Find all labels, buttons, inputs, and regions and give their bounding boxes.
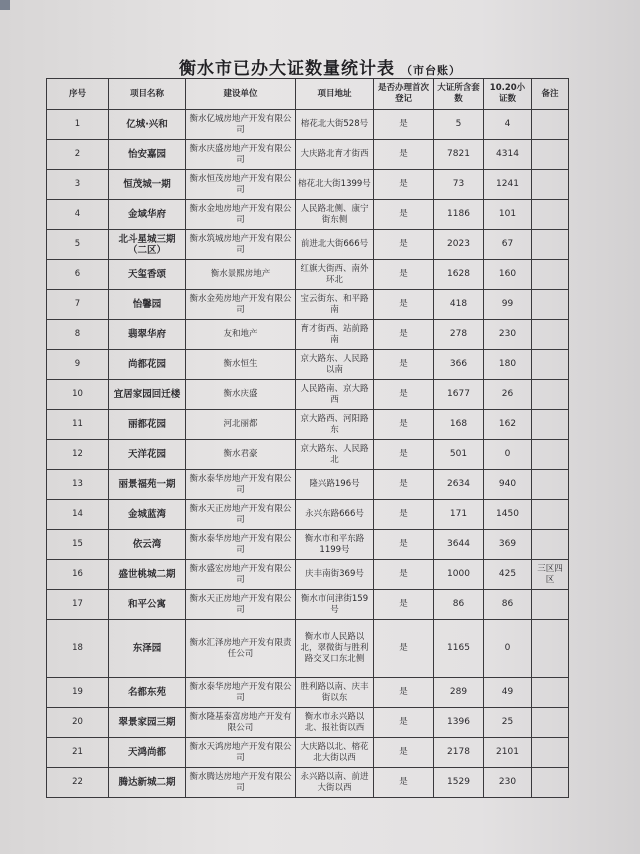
note-cell — [532, 678, 569, 708]
certificate-count-cell: 425 — [484, 560, 532, 590]
project-address-cell: 前进北大街666号 — [296, 230, 374, 260]
registration-status-cell: 是 — [374, 560, 434, 590]
certificate-count-cell: 99 — [484, 290, 532, 320]
builder-name-cell: 衡水隆基泰富房地产开发有限公司 — [186, 708, 296, 738]
project-name-cell: 依云湾 — [109, 530, 186, 560]
builder-name-cell: 衡水泰华房地产开发有限公司 — [186, 530, 296, 560]
project-name-cell: 恒茂城一期 — [109, 170, 186, 200]
certificate-count-cell: 180 — [484, 350, 532, 380]
row-number-cell: 13 — [47, 470, 109, 500]
certificate-count-cell: 369 — [484, 530, 532, 560]
table-row — [47, 140, 569, 170]
builder-name-cell: 衡水亿城房地产开发有限公司 — [186, 110, 296, 140]
registration-status-cell: 是 — [374, 708, 434, 738]
header-cell: 项目名称 — [109, 79, 186, 110]
registration-status-cell: 是 — [374, 380, 434, 410]
unit-count-cell: 86 — [434, 590, 484, 620]
project-address-cell: 永兴路以南、前进大街以西 — [296, 768, 374, 798]
project-address-cell: 衡水市永兴路以北、报社街以西 — [296, 708, 374, 738]
row-number-cell: 1 — [47, 110, 109, 140]
project-address-cell: 大庆路以北、榕花北大街以西 — [296, 738, 374, 768]
header-row — [47, 79, 569, 110]
registration-status-cell: 是 — [374, 320, 434, 350]
registration-status-cell: 是 — [374, 170, 434, 200]
unit-count-cell: 501 — [434, 440, 484, 470]
unit-count-cell: 1186 — [434, 200, 484, 230]
builder-name-cell: 衡水天正房地产开发有限公司 — [186, 590, 296, 620]
project-name-cell: 天鸿尚都 — [109, 738, 186, 768]
registration-status-cell: 是 — [374, 350, 434, 380]
table-row — [47, 440, 569, 470]
note-cell — [532, 380, 569, 410]
unit-count-cell: 1000 — [434, 560, 484, 590]
row-number-cell: 8 — [47, 320, 109, 350]
project-name-cell: 丽景福苑一期 — [109, 470, 186, 500]
certificate-count-cell: 162 — [484, 410, 532, 440]
project-address-cell: 育才街西、站前路南 — [296, 320, 374, 350]
certificate-count-cell: 160 — [484, 260, 532, 290]
builder-name-cell: 衡水君豪 — [186, 440, 296, 470]
builder-name-cell: 衡水庆盛房地产开发有限公司 — [186, 140, 296, 170]
registration-status-cell: 是 — [374, 500, 434, 530]
table-row — [47, 620, 569, 678]
note-cell — [532, 170, 569, 200]
unit-count-cell: 168 — [434, 410, 484, 440]
builder-name-cell: 衡水天鸿房地产开发有限公司 — [186, 738, 296, 768]
row-number-cell: 5 — [47, 230, 109, 260]
unit-count-cell: 289 — [434, 678, 484, 708]
note-cell — [532, 500, 569, 530]
title-text: 衡水市已办大证数量统计表 — [179, 59, 395, 79]
project-address-cell: 红旗大街西、南外环北 — [296, 260, 374, 290]
project-name-cell: 尚都花园 — [109, 350, 186, 380]
project-address-cell: 庆丰南街369号 — [296, 560, 374, 590]
unit-count-cell: 1628 — [434, 260, 484, 290]
row-number-cell: 18 — [47, 620, 109, 678]
header-cell: 10.20小证数 — [484, 79, 532, 110]
certificate-count-cell: 230 — [484, 320, 532, 350]
table-row — [47, 260, 569, 290]
project-name-cell: 丽都花园 — [109, 410, 186, 440]
note-cell — [532, 320, 569, 350]
unit-count-cell: 1677 — [434, 380, 484, 410]
row-number-cell: 4 — [47, 200, 109, 230]
table-row — [47, 380, 569, 410]
note-cell — [532, 590, 569, 620]
registration-status-cell: 是 — [374, 768, 434, 798]
table-row — [47, 230, 569, 260]
project-name-cell: 名都东苑 — [109, 678, 186, 708]
table-row — [47, 290, 569, 320]
project-address-cell: 京大路西、河阳路东 — [296, 410, 374, 440]
table-row — [47, 350, 569, 380]
table-row — [47, 470, 569, 500]
table-row — [47, 530, 569, 560]
project-name-cell: 腾达新城二期 — [109, 768, 186, 798]
certificate-count-cell: 0 — [484, 620, 532, 678]
certificate-count-cell: 4314 — [484, 140, 532, 170]
row-number-cell: 6 — [47, 260, 109, 290]
project-name-cell: 北斗星城三期（二区） — [109, 230, 186, 260]
note-cell — [532, 620, 569, 678]
corner-mark — [0, 0, 10, 10]
row-number-cell: 21 — [47, 738, 109, 768]
header-cell: 是否办理首次登记 — [374, 79, 434, 110]
table-row — [47, 678, 569, 708]
page-title — [0, 54, 640, 79]
project-address-cell: 京大路东、人民路北 — [296, 440, 374, 470]
builder-name-cell: 衡水恒生 — [186, 350, 296, 380]
table-row — [47, 320, 569, 350]
certificate-count-cell: 4 — [484, 110, 532, 140]
row-number-cell: 11 — [47, 410, 109, 440]
registration-status-cell: 是 — [374, 590, 434, 620]
unit-count-cell: 3644 — [434, 530, 484, 560]
project-name-cell: 和平公寓 — [109, 590, 186, 620]
unit-count-cell: 366 — [434, 350, 484, 380]
unit-count-cell: 171 — [434, 500, 484, 530]
registration-status-cell: 是 — [374, 620, 434, 678]
note-cell — [532, 230, 569, 260]
note-cell — [532, 738, 569, 768]
header-cell: 序号 — [47, 79, 109, 110]
row-number-cell: 3 — [47, 170, 109, 200]
note-cell — [532, 708, 569, 738]
registration-status-cell: 是 — [374, 470, 434, 500]
certificate-count-cell: 1241 — [484, 170, 532, 200]
certificate-count-cell: 67 — [484, 230, 532, 260]
certificate-count-cell: 26 — [484, 380, 532, 410]
registration-status-cell: 是 — [374, 290, 434, 320]
table-row — [47, 410, 569, 440]
registration-status-cell: 是 — [374, 110, 434, 140]
note-cell: 三区四区 — [532, 560, 569, 590]
registration-status-cell: 是 — [374, 260, 434, 290]
note-cell — [532, 530, 569, 560]
note-cell — [532, 350, 569, 380]
note-cell — [532, 470, 569, 500]
header-cell: 备注 — [532, 79, 569, 110]
project-address-cell: 胜利路以南、庆丰街以东 — [296, 678, 374, 708]
row-number-cell: 22 — [47, 768, 109, 798]
registration-status-cell: 是 — [374, 440, 434, 470]
registration-status-cell: 是 — [374, 200, 434, 230]
row-number-cell: 15 — [47, 530, 109, 560]
project-name-cell: 天玺香颂 — [109, 260, 186, 290]
project-name-cell: 东泽园 — [109, 620, 186, 678]
project-name-cell: 盛世桃城二期 — [109, 560, 186, 590]
table-row — [47, 500, 569, 530]
row-number-cell: 7 — [47, 290, 109, 320]
row-number-cell: 19 — [47, 678, 109, 708]
unit-count-cell: 418 — [434, 290, 484, 320]
builder-name-cell: 衡水景熙房地产 — [186, 260, 296, 290]
unit-count-cell: 1529 — [434, 768, 484, 798]
statistics-table — [46, 78, 569, 798]
table-row — [47, 768, 569, 798]
table-row — [47, 590, 569, 620]
row-number-cell: 9 — [47, 350, 109, 380]
builder-name-cell: 衡水庆盛 — [186, 380, 296, 410]
registration-status-cell: 是 — [374, 530, 434, 560]
project-name-cell: 宜居家园回迁楼 — [109, 380, 186, 410]
note-cell — [532, 260, 569, 290]
project-address-cell: 隆兴路196号 — [296, 470, 374, 500]
builder-name-cell: 衡水汇泽房地产开发有限责任公司 — [186, 620, 296, 678]
builder-name-cell: 衡水泰华房地产开发有限公司 — [186, 678, 296, 708]
project-address-cell: 大庆路北育才街西 — [296, 140, 374, 170]
unit-count-cell: 7821 — [434, 140, 484, 170]
table-row — [47, 200, 569, 230]
project-name-cell: 金城蓝湾 — [109, 500, 186, 530]
builder-name-cell: 衡水筑城房地产开发有限公司 — [186, 230, 296, 260]
builder-name-cell: 衡水泰华房地产开发有限公司 — [186, 470, 296, 500]
note-cell — [532, 200, 569, 230]
certificate-count-cell: 101 — [484, 200, 532, 230]
row-number-cell: 10 — [47, 380, 109, 410]
header-cell: 建设单位 — [186, 79, 296, 110]
certificate-count-cell: 25 — [484, 708, 532, 738]
certificate-count-cell: 230 — [484, 768, 532, 798]
registration-status-cell: 是 — [374, 678, 434, 708]
table-row — [47, 708, 569, 738]
project-address-cell: 衡水市人民路以北，翠微街与胜利路交叉口东北侧 — [296, 620, 374, 678]
unit-count-cell: 1396 — [434, 708, 484, 738]
note-cell — [532, 440, 569, 470]
registration-status-cell: 是 — [374, 230, 434, 260]
project-name-cell: 翠景家园三期 — [109, 708, 186, 738]
unit-count-cell: 5 — [434, 110, 484, 140]
registration-status-cell: 是 — [374, 140, 434, 170]
project-name-cell: 怡馨园 — [109, 290, 186, 320]
header-cell: 大证所含套数 — [434, 79, 484, 110]
table-row — [47, 560, 569, 590]
unit-count-cell: 1165 — [434, 620, 484, 678]
row-number-cell: 14 — [47, 500, 109, 530]
builder-name-cell: 衡水恒茂房地产开发有限公司 — [186, 170, 296, 200]
registration-status-cell: 是 — [374, 738, 434, 768]
header-cell: 项目地址 — [296, 79, 374, 110]
project-address-cell: 人民路北侧、康宁街东侧 — [296, 200, 374, 230]
note-cell — [532, 768, 569, 798]
project-name-cell: 怡安嘉园 — [109, 140, 186, 170]
project-address-cell: 榕花北大街528号 — [296, 110, 374, 140]
project-address-cell: 衡水市和平东路1199号 — [296, 530, 374, 560]
row-number-cell: 12 — [47, 440, 109, 470]
note-cell — [532, 410, 569, 440]
builder-name-cell: 衡水盛宏房地产开发有限公司 — [186, 560, 296, 590]
project-name-cell: 翡翠华府 — [109, 320, 186, 350]
certificate-count-cell: 0 — [484, 440, 532, 470]
project-address-cell: 人民路南、京大路西 — [296, 380, 374, 410]
unit-count-cell: 73 — [434, 170, 484, 200]
unit-count-cell: 2023 — [434, 230, 484, 260]
table-row — [47, 110, 569, 140]
certificate-count-cell: 940 — [484, 470, 532, 500]
table-row — [47, 738, 569, 768]
note-cell — [532, 290, 569, 320]
note-cell — [532, 110, 569, 140]
row-number-cell: 17 — [47, 590, 109, 620]
certificate-count-cell: 86 — [484, 590, 532, 620]
certificate-count-cell: 1450 — [484, 500, 532, 530]
project-address-cell: 京大路东、人民路以南 — [296, 350, 374, 380]
unit-count-cell: 2178 — [434, 738, 484, 768]
certificate-count-cell: 49 — [484, 678, 532, 708]
row-number-cell: 16 — [47, 560, 109, 590]
unit-count-cell: 2634 — [434, 470, 484, 500]
project-name-cell: 天洋花园 — [109, 440, 186, 470]
table-row — [47, 170, 569, 200]
project-name-cell: 亿城·兴和 — [109, 110, 186, 140]
certificate-count-cell: 2101 — [484, 738, 532, 768]
unit-count-cell: 278 — [434, 320, 484, 350]
project-address-cell: 衡水市问津街159号 — [296, 590, 374, 620]
note-cell — [532, 140, 569, 170]
builder-name-cell: 友和地产 — [186, 320, 296, 350]
project-name-cell: 金域华府 — [109, 200, 186, 230]
row-number-cell: 2 — [47, 140, 109, 170]
project-address-cell: 榕花北大街1399号 — [296, 170, 374, 200]
builder-name-cell: 衡水腾达房地产开发有限公司 — [186, 768, 296, 798]
builder-name-cell: 衡水金苑房地产开发有限公司 — [186, 290, 296, 320]
project-address-cell: 宝云街东、和平路南 — [296, 290, 374, 320]
registration-status-cell: 是 — [374, 410, 434, 440]
builder-name-cell: 衡水金地房地产开发有限公司 — [186, 200, 296, 230]
row-number-cell: 20 — [47, 708, 109, 738]
builder-name-cell: 衡水天正房地产开发有限公司 — [186, 500, 296, 530]
project-address-cell: 永兴东路666号 — [296, 500, 374, 530]
title-subtitle: （市台账） — [401, 64, 461, 77]
builder-name-cell: 河北丽都 — [186, 410, 296, 440]
